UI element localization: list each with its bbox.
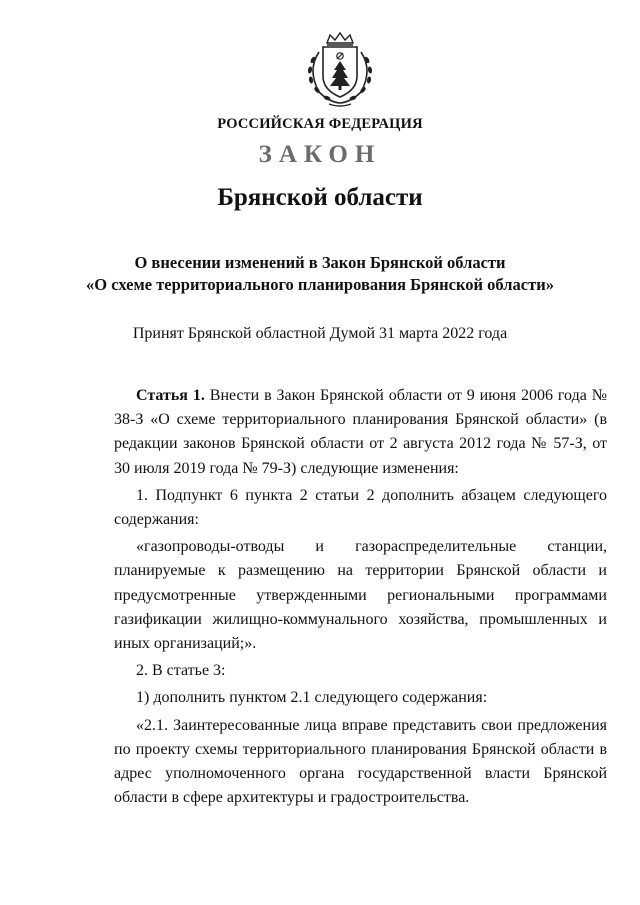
coat-of-arms-icon [297,30,383,110]
law-title-line-1: О внесении изменений в Закон Брянской области [134,253,506,272]
law-title [0,252,640,296]
amendment-item-2: 2. В статье 3: [136,662,226,680]
law-body [114,384,607,810]
article-label: Статья 1. [136,387,205,404]
federation-heading: РОССИЙСКАЯ ФЕДЕРАЦИЯ [217,116,423,132]
amendment-item-2-1: 1) дополнить пунктом 2.1 следующего содержания: [136,689,488,707]
region-heading: Брянской области [217,184,423,211]
amendment-quote-2: «2.1. Заинтересованные лица вправе представить свои предложения по проекту схемы территориального планирования Брянской области в адрес уполномоченного органа государственной власти Брянской области в сфере архитектуры и градостроительства. [114,716,607,807]
article-1-intro [114,384,607,481]
document-type-heading: ЗАКОН [258,141,382,168]
amendment-item-1: 1. Подпункт 6 пункта 2 статьи 2 дополнить абзацем следующего содержания: [114,486,607,529]
amendment-quote-1: «газопроводы-отводы и газораспределительные станции, планируемые к размещению на территории Брянской области и предусмотренные утвержденными региональными программами газификации жилищно-коммунального хозяйства, промышленных и иных организаций;». [114,538,607,653]
article-intro-text: Внести в Закон Брянской области от 9 июня 2006 года № 38-З «О схеме территориального планирования Брянской области» (в редакции законов Брянской области от 2 августа 2012 года № 57-З, от 30 июля 2019 года № 79-З) следующие изменения: [114,387,608,477]
adoption-note: Принят Брянской областной Думой 31 марта 2022 года [132,325,508,342]
law-title-line-2: «О схеме территориального планирования Брянской области» [86,275,554,294]
